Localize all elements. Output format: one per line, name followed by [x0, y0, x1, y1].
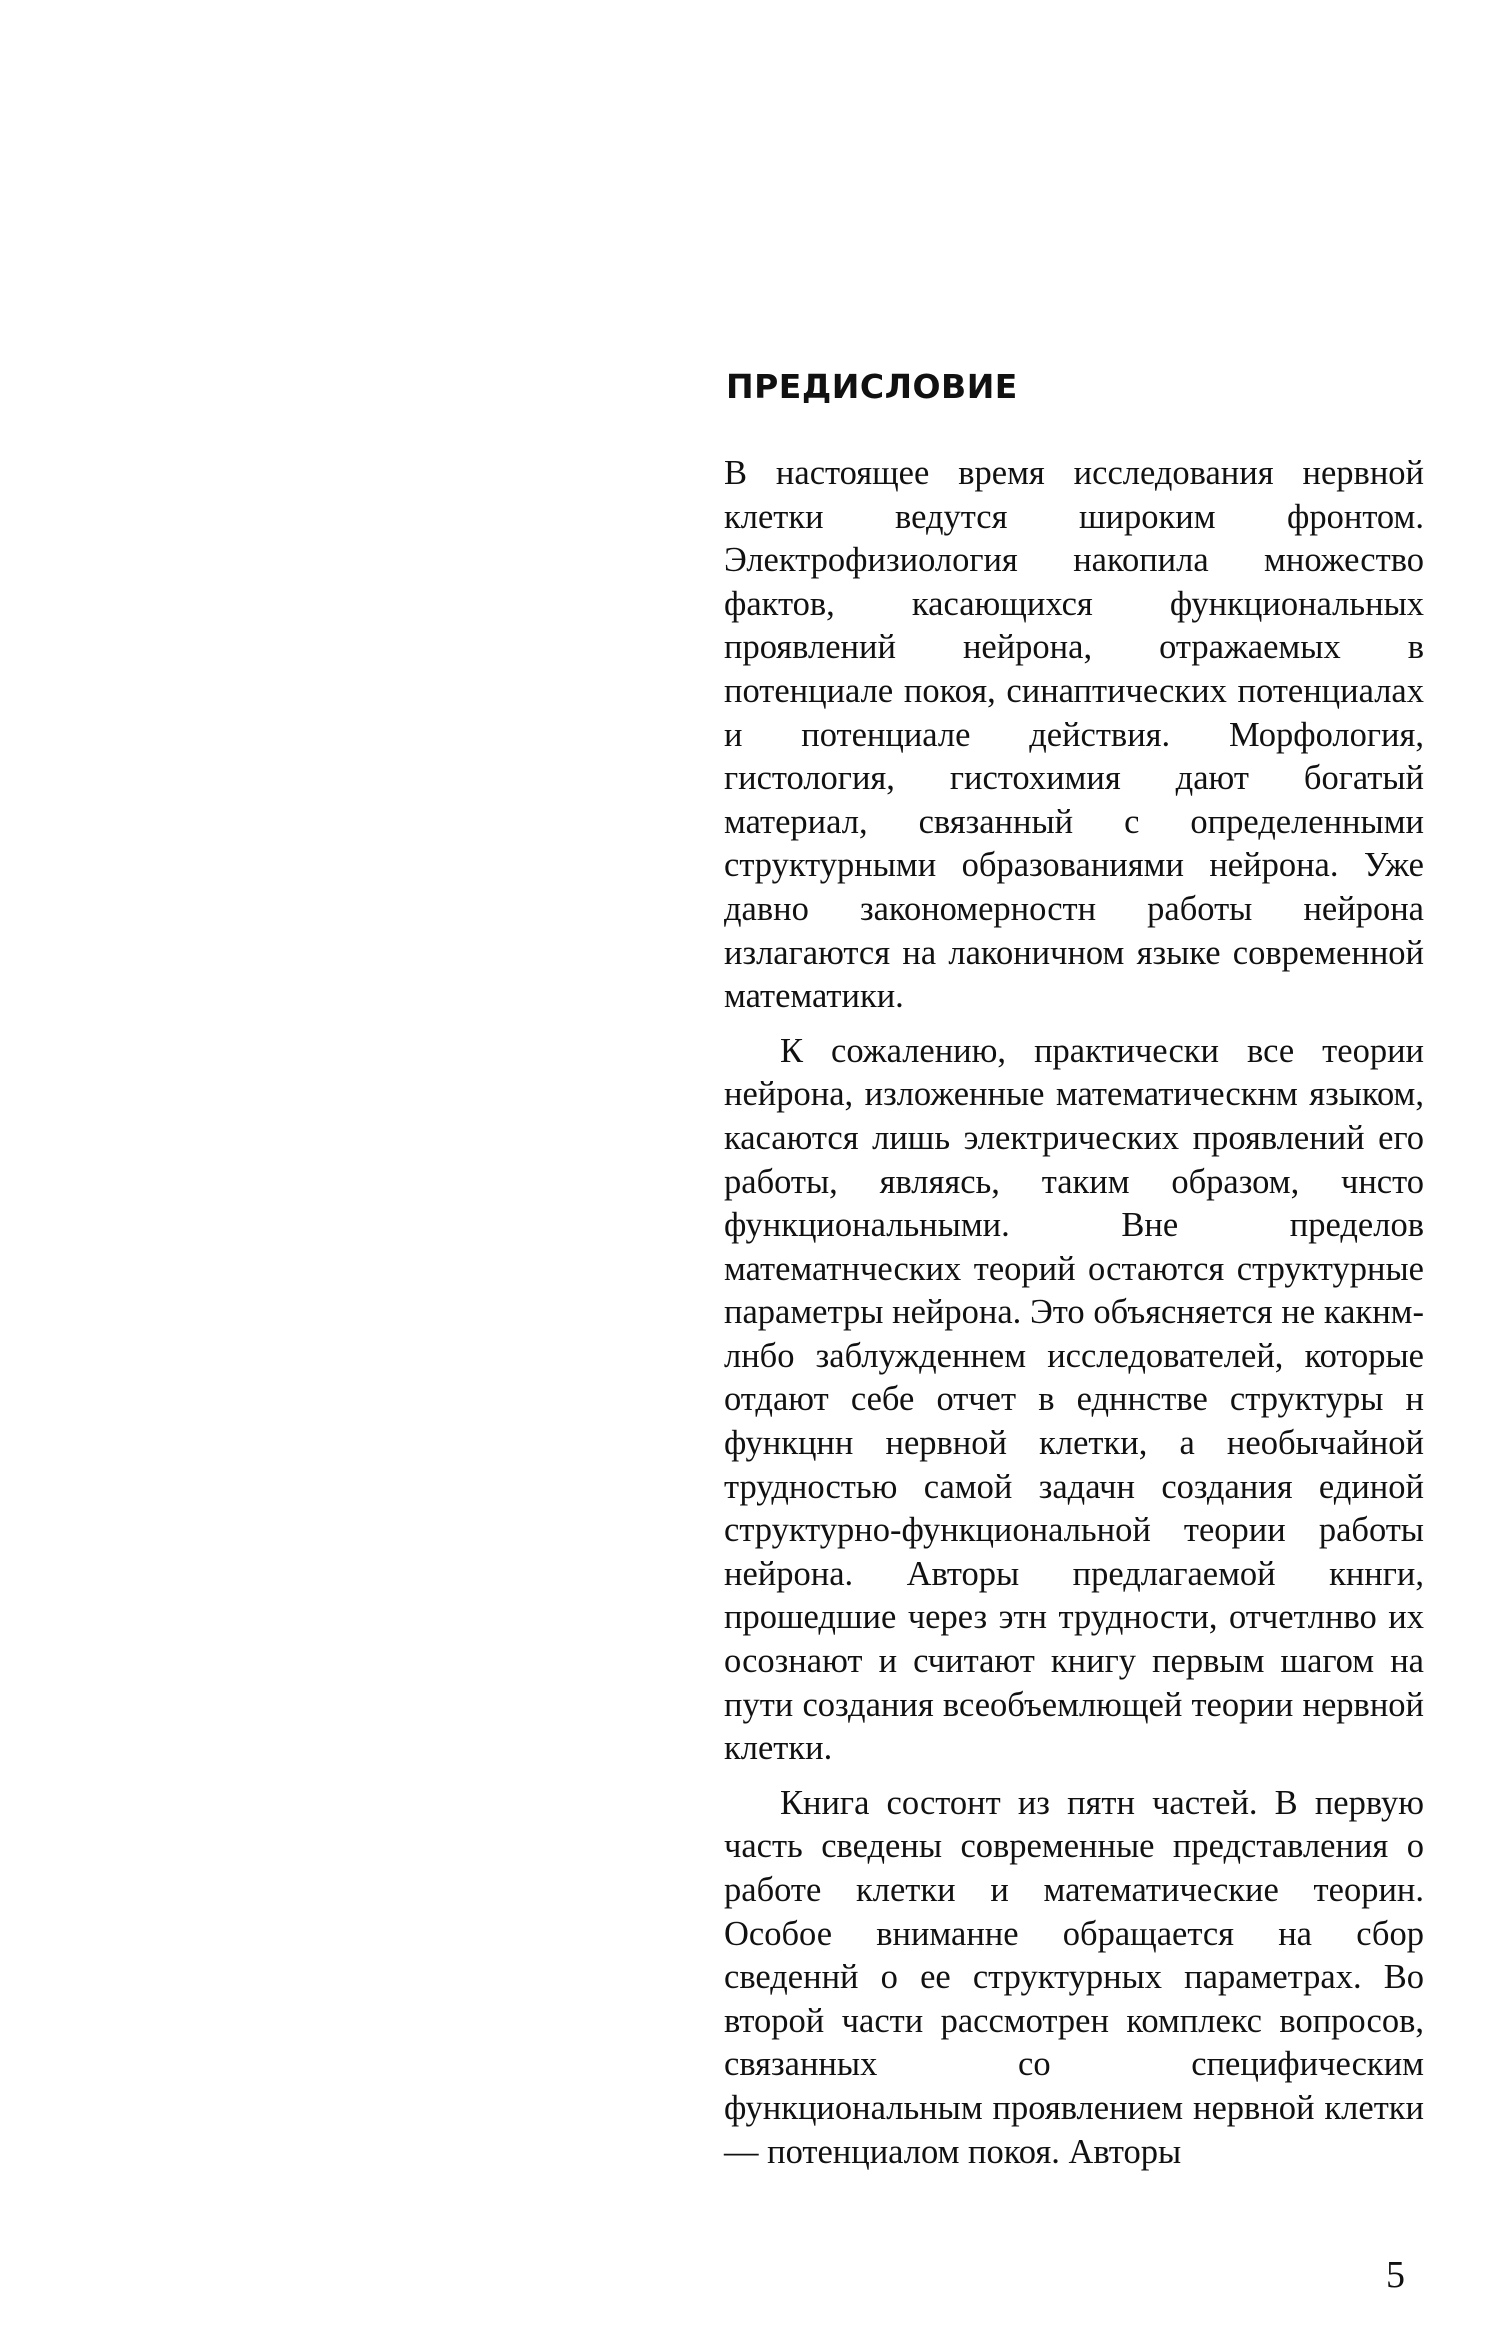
paragraph-3: Книга состонт из пятн частей. В первую часть сведены современные представления о работе клетки и математические теорин. Особое вниманне обращается на сбор сведеннй о ее структурных параметрах. Во второй части рассмотрен комплекс вопросов, связанных со специфическим функциональным проявлением нервной клетки — потенциалом покоя. Авторы	[724, 1783, 1424, 2171]
paragraph-2: К сожалению, практически все теории нейрона, изложенные математическнм языком, касаются лишь электрических проявлений его работы, являясь, таким образом, чнсто функциональными. Вне пределов математнческих теорий остаются структурные параметры нейрона. Это объясняется не какнм-лнбо заблужденнем исследователей, которые отдают себе отчет в едннстве структуры н функцнн нервной клетки, а необычайной трудностью самой задачн создания единой структурно-функциональной теории работы нейрона. Авторы предлагаемой кннги, прошедшие через этн трудности, отчетлнво их осознают и считают книгу первым шагом на пути создания всеобъемлющей теории нервной клетки.	[724, 1031, 1424, 1768]
paragraph-1: В настоящее время исследования нервной клетки ведутся широким фронтом. Электрофизиология накопила множество фактов, касающихся функциональных проявлений нейрона, отражаемых в потенциале покоя, синаптических потенциалах и потенциале действия. Морфология, гистология, гистохимия дают богатый материал, связанный с определенными структурными образованиями нейрона. Уже давно закономерностн работы нейрона излагаются на лаконичном языке современной математики.	[724, 454, 1424, 1016]
body-text	[724, 452, 1424, 2185]
section-heading: ПРЕДИСЛОВИЕ	[726, 367, 1018, 406]
page-number: 5	[1386, 2254, 1405, 2296]
